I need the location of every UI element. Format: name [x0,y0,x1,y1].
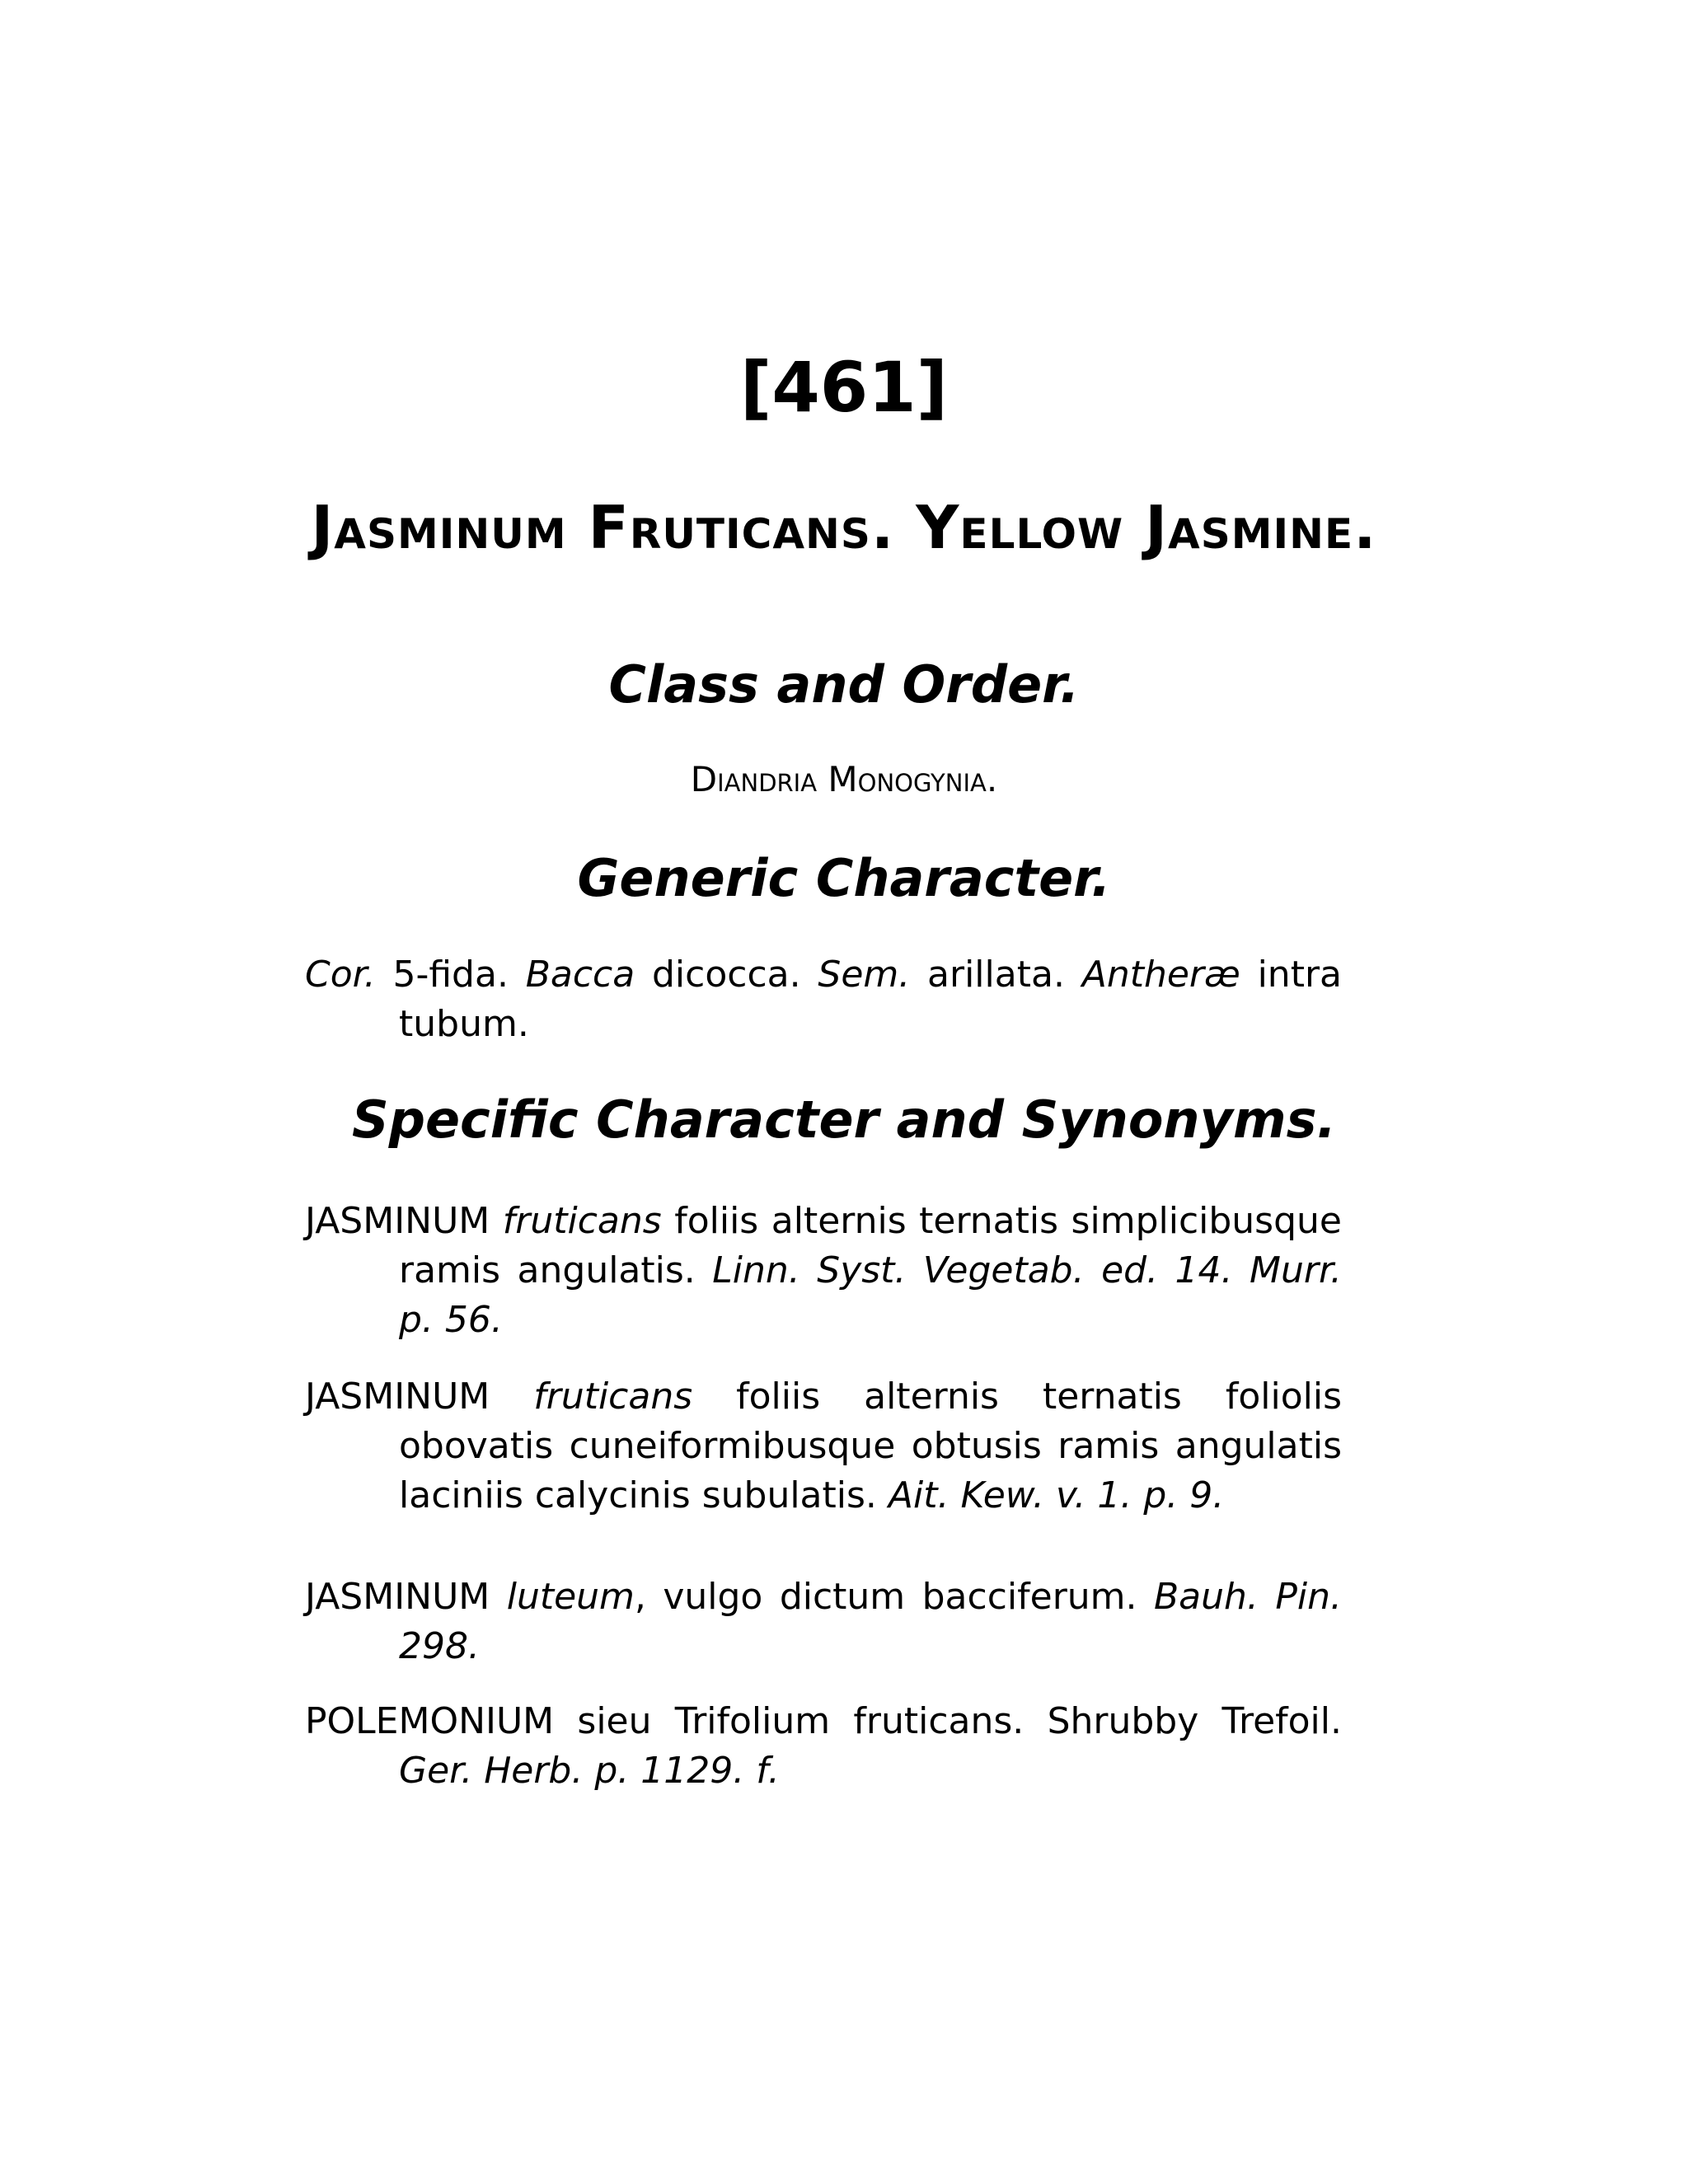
entry-part: luteum [506,1576,635,1618]
entry-part: JASMINUM [305,1376,534,1418]
synonym-entry [305,1372,1342,1521]
entry-part: JASMINUM [305,1200,503,1242]
generic-character-heading: Generic Character. [577,848,1111,908]
class-and-order-value: Diandria Monogynia. [690,759,998,799]
generic-part: Sem. [818,954,911,996]
synonym-entry [305,1572,1342,1671]
class-and-order-heading: Class and Order. [608,654,1080,715]
entry-part: Ait. Kew. v. 1. p. 9. [888,1474,1225,1516]
synonym-entry [305,1697,1342,1796]
generic-part: dicocca. [635,954,818,996]
entry-part: fruticans [502,1200,662,1242]
generic-part: Cor. [305,954,376,996]
page-number: [461] [739,347,949,428]
generic-character-text [305,950,1342,1049]
specific-character-heading: Specific Character and Synonyms. [351,1090,1337,1150]
page-title: Jasminum Fruticans. Yellow Jasmine. [311,493,1377,562]
entry-part: Ger. Herb. p. 1129. f. [399,1750,780,1792]
generic-part: Bacca [525,954,635,996]
generic-part: arillata. [910,954,1082,996]
entry-part: , vulgo dictum bacciferum. [634,1576,1154,1618]
entry-part: fruticans [533,1376,693,1418]
entry-part: foliis alternis ternatis foliolis obovatis cuneiformibusque obtusis ramis angulatis laciniis calycinis subulatis. [399,1376,1342,1516]
entry-part: Bauh. Pin. 298. [399,1576,1342,1667]
entry-part: foliis alternis ternatis simplicibusque ramis angulatis. [399,1200,1342,1291]
generic-part: Antheræ [1081,954,1240,996]
entry-part: Linn. Syst. Vegetab. ed. 14. Murr. p. 56. [399,1249,1342,1341]
generic-part: 5-fida. [375,954,526,996]
generic-part: intra tubum. [399,954,1342,1045]
synonym-entry [305,1197,1342,1345]
entry-part: JASMINUM [305,1576,507,1618]
entry-part: POLEMONIUM sieu Trifolium fruticans. Shrubby Trefoil. [305,1700,1342,1742]
